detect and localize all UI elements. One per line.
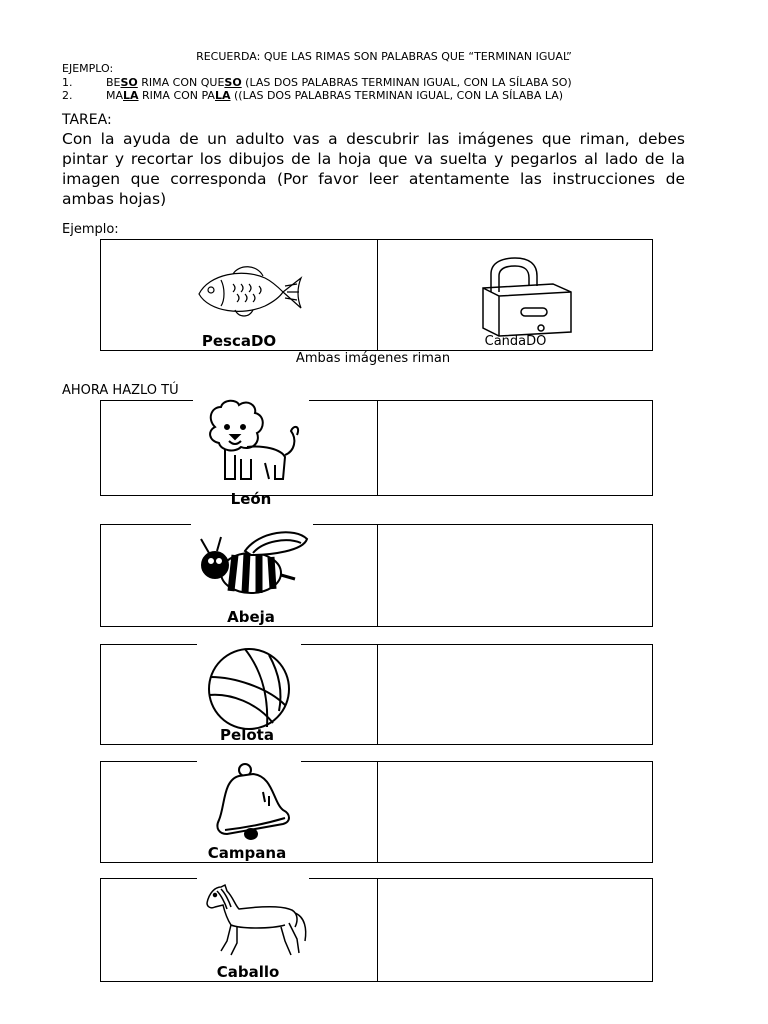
example-heading: EJEMPLO:	[62, 62, 114, 75]
bee-icon	[191, 525, 313, 609]
rhyme-row-ball	[100, 644, 653, 745]
padlock-icon	[479, 256, 577, 338]
word-part: MA	[106, 89, 124, 102]
rhyme-word: Campana	[207, 844, 287, 862]
explanation-text: (LAS DOS PALABRAS TERMINAN IGUAL, CON LA SÍLABA SO)	[241, 76, 572, 89]
rhyme-row-lion	[100, 400, 653, 508]
syllable-highlight: LA	[123, 89, 139, 102]
rhyme-word: Caballo	[216, 963, 280, 981]
list-number: 2.	[62, 89, 73, 102]
horse-icon	[201, 883, 309, 959]
box-divider	[377, 401, 378, 495]
now-you-try-label: AHORA HAZLO TÚ	[62, 383, 179, 398]
rhyme-row-horse	[100, 878, 653, 982]
word-part: RIMA CON QUE	[137, 76, 225, 89]
rhyme-row-bell	[100, 761, 653, 863]
rhyme-word: Abeja	[227, 608, 275, 626]
lion-icon	[193, 399, 309, 485]
syllable-highlight: LA	[214, 89, 231, 102]
task-instructions: Con la ayuda de un adulto vas a descubrir las imágenes que riman, debes pintar y recortar los dibujos de la hoja que va suelta y pegarlos al lado de la imagen que corresponda (Por favor leer atentamente las instrucciones de ambas hojas)	[62, 130, 685, 208]
word-part: RIMA CON PA	[138, 89, 215, 102]
rhyme-word: León	[230, 490, 272, 508]
example-label: Ejemplo:	[62, 222, 119, 237]
fish-icon	[193, 262, 305, 322]
example-note: Ambas imágenes riman	[295, 351, 451, 366]
example-line-2	[62, 89, 563, 102]
ball-icon	[197, 647, 301, 731]
rhymes-reminder-title: RECUERDA: QUE LAS RIMAS SON PALABRAS QUE “TERMINAN IGUAL”	[196, 50, 572, 63]
rhyme-word: Pelota	[220, 726, 274, 744]
task-label: TAREA:	[62, 112, 112, 128]
example-left-word: PescaDO	[201, 332, 277, 350]
syllable-highlight: SO	[120, 76, 138, 89]
word-part: BE	[106, 76, 121, 89]
example-line-1	[62, 76, 572, 89]
list-number: 1.	[62, 76, 73, 89]
bell-icon	[213, 762, 297, 844]
syllable-highlight: SO	[224, 76, 242, 89]
example-right-word: CandaDO	[484, 334, 547, 349]
explanation-text: ((LAS DOS PALABRAS TERMINAN IGUAL, CON LA SÍLABA LA)	[230, 89, 564, 102]
example-box	[100, 239, 653, 351]
rhyme-row-bee	[100, 524, 653, 627]
